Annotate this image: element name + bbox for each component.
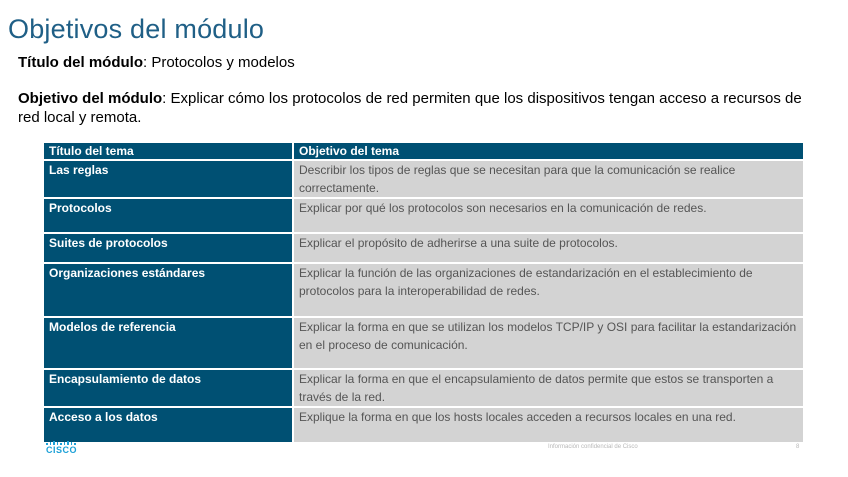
topic-objective-cell: Explicar por qué los protocolos son necesarios en la comunicación de redes. xyxy=(293,198,803,233)
topic-objective-cell: Describir los tipos de reglas que se necesitan para que la comunicación se realice correctamente. xyxy=(293,160,803,198)
header-topic-title: Título del tema xyxy=(44,143,293,160)
module-objective-value: : Explicar cómo los protocolos de red permiten que los dispositivos tengan acceso a recursos de red local y remota. xyxy=(18,90,802,126)
topic-title-cell: Organizaciones estándares xyxy=(44,263,293,317)
table-header-row xyxy=(44,143,803,160)
topic-title-cell: Suites de protocolos xyxy=(44,233,293,263)
topic-objective-cell: Explicar la forma en que el encapsulamiento de datos permite que estos se transporten a través de la red. xyxy=(293,369,803,407)
table-row xyxy=(44,407,803,443)
topic-title-cell: Encapsulamiento de datos xyxy=(44,369,293,407)
cisco-logo xyxy=(46,439,82,457)
table-row xyxy=(44,160,803,198)
table-row xyxy=(44,263,803,317)
module-title-label: Título del módulo xyxy=(18,54,143,71)
topic-title-cell: Protocolos xyxy=(44,198,293,233)
topic-objective-cell: Explique la forma en que los hosts locales acceden a recursos locales en una red. xyxy=(293,407,803,443)
confidential-notice: Información confidencial de Cisco xyxy=(548,444,638,450)
topic-title-cell: Las reglas xyxy=(44,160,293,198)
table-row xyxy=(44,198,803,233)
topic-objective-cell: Explicar la forma en que se utilizan los modelos TCP/IP y OSI para facilitar la estandarización en el proceso de comunicación. xyxy=(293,317,803,369)
cisco-logo-text: CISCO xyxy=(46,445,78,455)
table-row xyxy=(44,369,803,407)
topics-table xyxy=(44,143,803,444)
table-row xyxy=(44,317,803,369)
topic-title-cell: Modelos de referencia xyxy=(44,317,293,369)
topic-title-cell: Acceso a los datos xyxy=(44,407,293,443)
module-title-value: : Protocolos y modelos xyxy=(142,54,295,71)
header-topic-objective: Objetivo del tema xyxy=(293,143,803,160)
topic-objective-cell: Explicar el propósito de adherirse a una suite de protocolos. xyxy=(293,233,803,263)
module-title-line xyxy=(18,54,295,71)
slide-title: Objetivos del módulo xyxy=(8,14,265,44)
page-number: 8 xyxy=(796,444,800,450)
module-objective-line xyxy=(18,89,818,127)
table-row xyxy=(44,233,803,263)
topic-objective-cell: Explicar la función de las organizaciones de estandarización en el establecimiento de protocolos para la interoperabilidad de redes. xyxy=(293,263,803,317)
module-objective-label: Objetivo del módulo xyxy=(18,90,163,107)
